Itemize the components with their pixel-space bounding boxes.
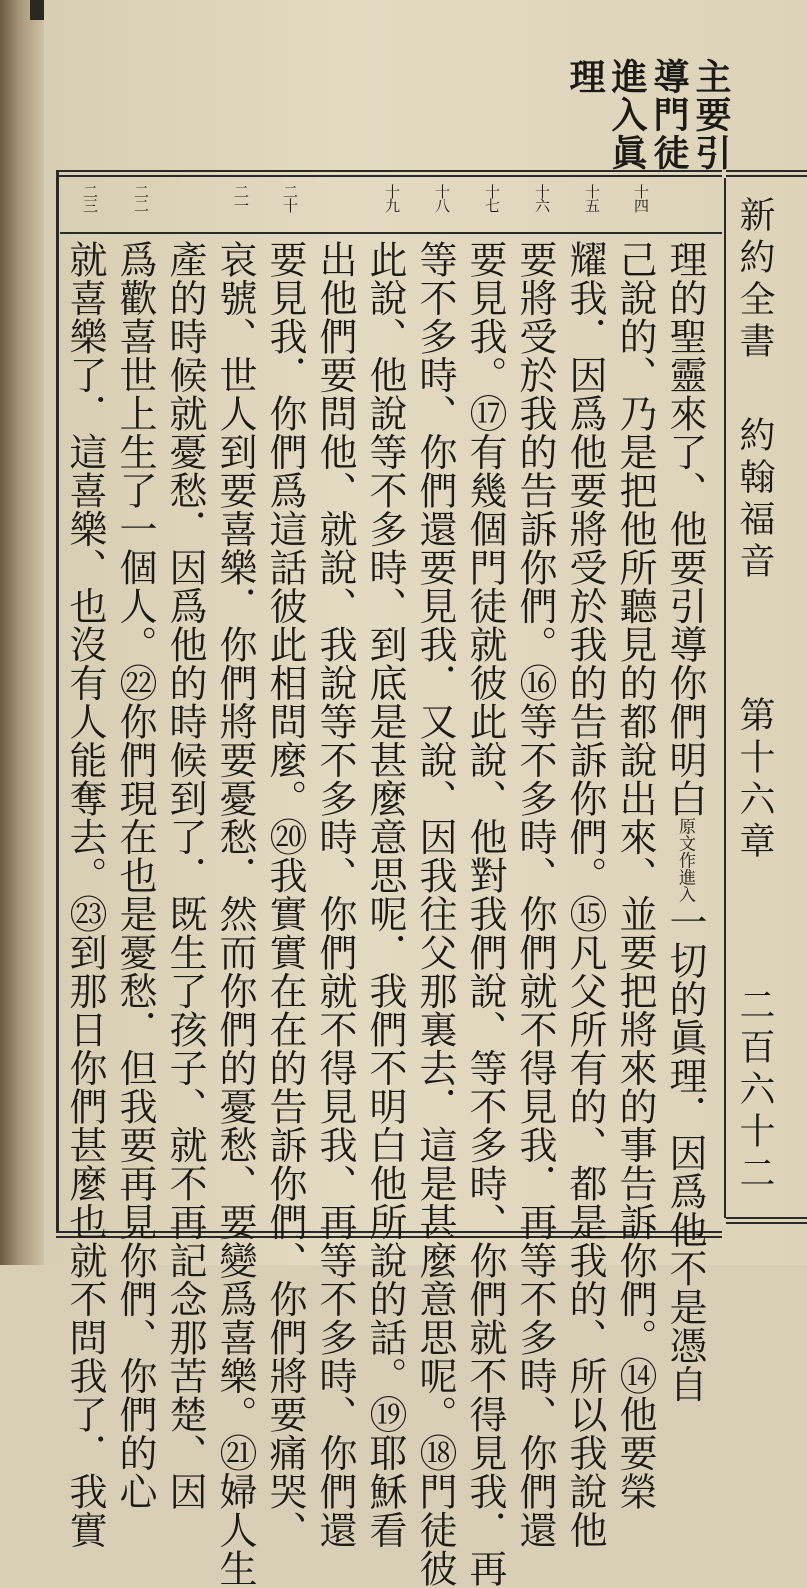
text-column-6: 等不多時、你們還要見我．又說、因我往父那裏去．這是甚麼意思呢。⑱門徒彼 (413, 240, 457, 1588)
verse-number: 十四 (632, 184, 650, 212)
verse-number: 十六 (533, 184, 551, 212)
gospel-title: 約翰福音 (734, 416, 775, 584)
margin-note-line-3: 進入眞 (606, 58, 648, 172)
book-title: 新約全書 (734, 196, 775, 364)
text-column-11: 產的時候就憂愁．因爲他的時候到了．既生了孩子、就不再記念那苦楚、因 (163, 240, 207, 1511)
scripture-text (62, 240, 720, 1588)
text-column-5: 要見我。⑰有幾個門徒就彼此說、他對我們說、等不多時、你們就不得見我．再 (463, 240, 507, 1588)
text-column-13: 就喜樂了．這喜樂、也沒有人能奪去。㉓到那日你們甚麼也就不問我了．我實 (63, 240, 107, 1549)
frame-left-rule (56, 170, 59, 1231)
text-column-7: 此說、他說等不多時、到底是甚麼意思呢．我們不明白他所說的話。⑲耶穌看 (363, 240, 407, 1549)
verse-number-row (60, 180, 722, 230)
verse-number: 十七 (483, 184, 501, 212)
header-rule (60, 232, 722, 234)
chapter-title: 第十六章 (734, 696, 775, 864)
text-column-3: 耀我．因爲他要將受於我的告訴你們。⑮凡父所有的、都是我的、所以我說他 (563, 240, 607, 1549)
right-rule (724, 178, 726, 1218)
text-segment: 一切的眞理．因爲他不是憑自 (663, 902, 707, 1403)
verse-number: 十五 (583, 184, 601, 212)
verse-number: 二一 (232, 184, 250, 212)
page-number: 二百六十二 (734, 986, 775, 1196)
verse-number: 二三 (81, 184, 99, 212)
frame-ext-bottom (726, 1217, 807, 1224)
spine-shadow (30, 0, 44, 20)
verse-number: 十九 (383, 184, 401, 212)
text-segment: 理的聖靈來了、他要引導你們明白 (663, 240, 707, 818)
frame-ext-top (726, 170, 807, 177)
text-column-10: 哀號、世人到要喜樂．你們將要憂愁．然而你們的憂愁、要變爲喜樂。㉑婦人生 (213, 240, 257, 1588)
text-column-1 (663, 240, 707, 1403)
margin-note-line-4: 理 (564, 58, 606, 96)
text-column-4: 要將受於我的告訴你們。⑯等不多時、你們就不得見我．再等不多時、你們還 (513, 240, 557, 1549)
verse-number: 二二 (132, 184, 150, 212)
margin-note-line-1: 主要引 (690, 58, 732, 172)
margin-note (564, 58, 732, 172)
running-header (730, 196, 790, 1216)
translation-note: 原文作進入 (675, 817, 695, 903)
text-column-8: 出他們要問他、就說、我說等不多時、你們就不得見我、再等不多時、你們還 (313, 240, 357, 1549)
verse-number: 十八 (433, 184, 451, 212)
text-column-9: 要見我．你們爲這話彼此相問麼。⑳我實實在在的告訴你們、你們將要痛哭、 (263, 240, 307, 1549)
text-column-12: 爲歡喜世上生了一個人。㉒你們現在也是憂愁．但我要再見你們、你們的心 (113, 240, 157, 1511)
text-column-2: 己說的、乃是把他所聽見的都說出來、並要把將來的事告訴你們。⑭他要榮 (613, 240, 657, 1511)
verse-number: 二十 (281, 184, 299, 212)
book-spine (0, 0, 44, 1265)
margin-note-line-2: 導門徒 (648, 58, 690, 172)
